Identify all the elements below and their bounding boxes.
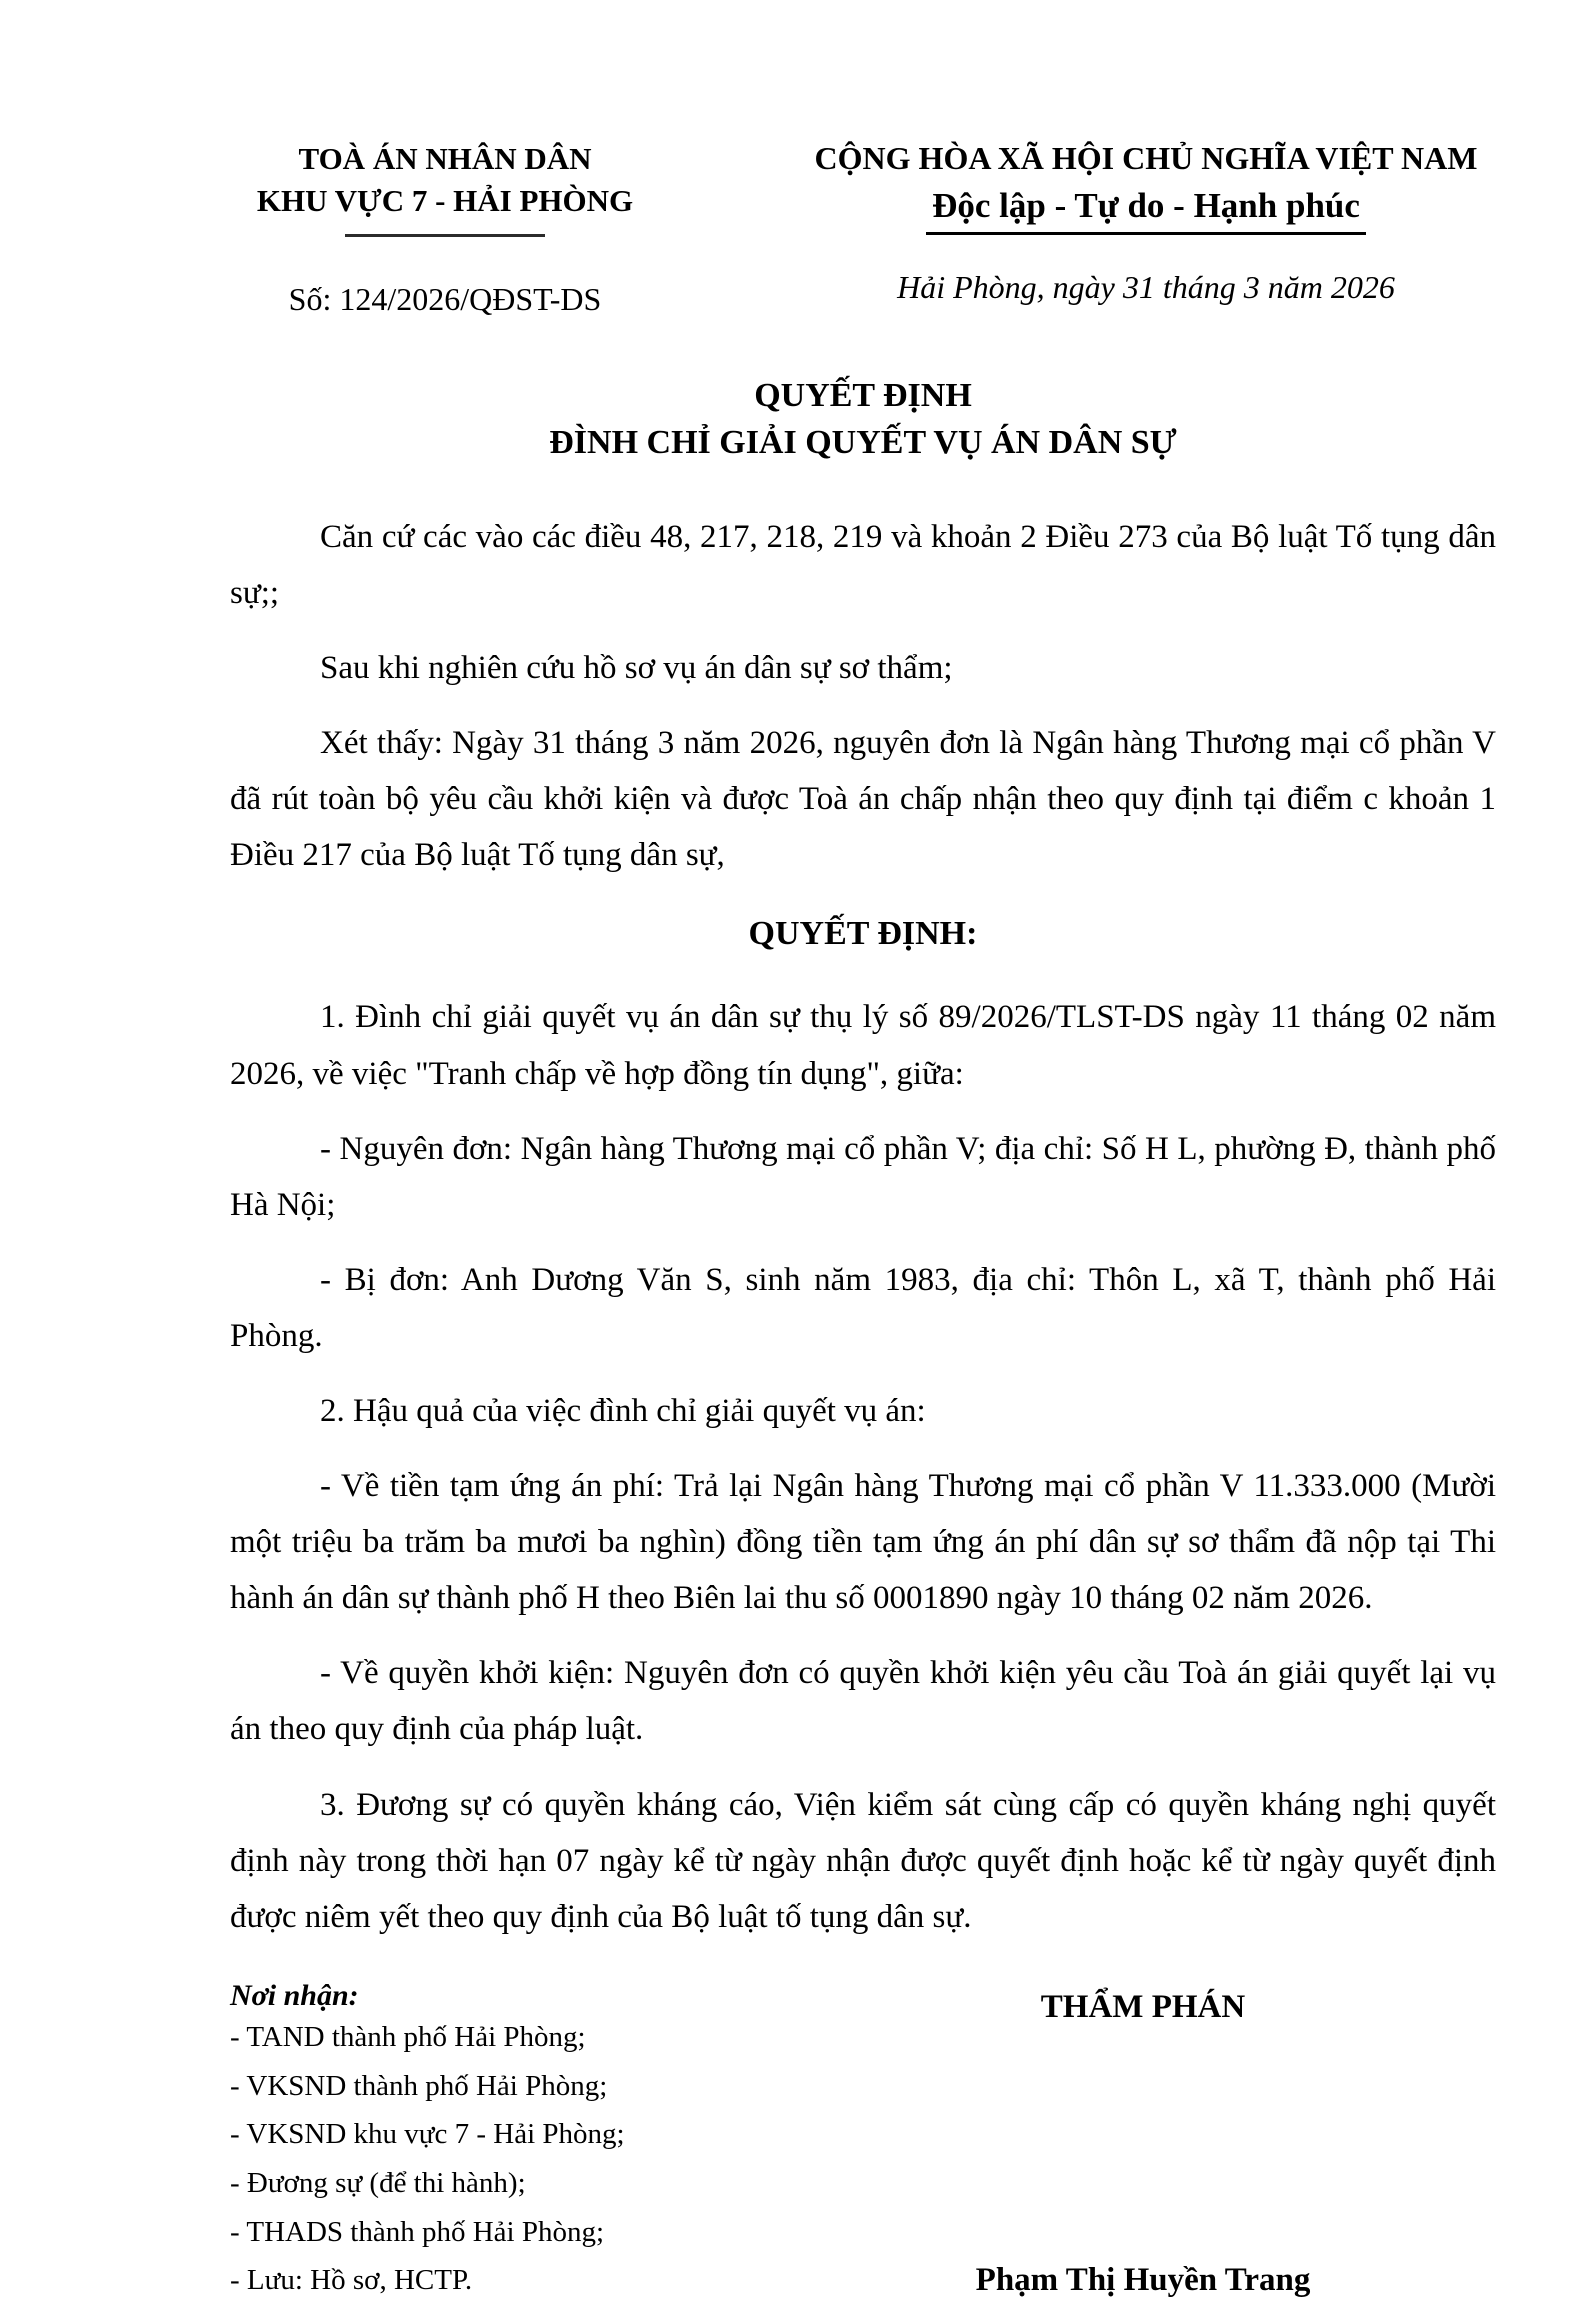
court-name-line1: TOÀ ÁN NHÂN DÂN (298, 141, 592, 176)
judge-title: THẨM PHÁN (1040, 1988, 1246, 2025)
place-date-line: Hải Phòng, ngày 31 tháng 3 năm 2026 (897, 268, 1395, 305)
recipient-item: - TAND thành phố Hải Phòng; (230, 2020, 586, 2053)
document-title-line1: QUYẾT ĐỊNH (754, 376, 972, 414)
preamble-paragraph: Sau khi nghiên cứu hồ sơ vụ án dân sự sơ thẩm; (320, 650, 953, 687)
article-paragraph: - Về quyền khởi kiện: Nguyên đơn có quyền khởi kiện yêu cầu Toà án giải quyết lại vụ án theo quy định của pháp luật. (230, 1655, 1496, 1748)
document-title (230, 372, 1496, 467)
court-header-block (230, 138, 660, 318)
article-paragraph: 1. Đình chỉ giải quyết vụ án dân sự thụ lý số 89/2026/TLST-DS ngày 11 tháng 02 năm 2026, về việc "Tranh chấp về hợp đồng tín dụng", giữa: (230, 999, 1496, 1092)
national-motto-line2: Độc lập - Tự do - Hạnh phúc (926, 186, 1366, 235)
article-paragraph: - Về tiền tạm ứng án phí: Trả lại Ngân hàng Thương mại cổ phần V 11.333.000 (Mười một triệu ba trăm ba mươi ba nghìn) đồng tiền tạm ứng án phí dân sự sơ thẩm đã nộp tại Thi hành án dân sự thành phố H theo Biên lai thu số 0001890 ngày 10 tháng 02 năm 2026. (230, 1468, 1496, 1617)
document-title-line2: ĐÌNH CHỈ GIẢI QUYẾT VỤ ÁN DÂN SỰ (549, 424, 1177, 462)
article-paragraph: - Bị đơn: Anh Dương Văn S, sinh năm 1983, địa chỉ: Thôn L, xã T, thành phố Hải Phòng. (230, 1261, 1496, 1354)
national-motto-line2-wrap (796, 180, 1496, 235)
national-header-block (796, 138, 1496, 306)
article-paragraph: 2. Hậu quả của việc đình chỉ giải quyết vụ án: (320, 1393, 926, 1429)
national-motto-line1: CỘNG HÒA XÃ HỘI CHỦ NGHĨA VIỆT NAM (814, 140, 1478, 176)
signature-block (790, 1979, 1496, 2305)
preamble-paragraph: Căn cứ các vào các điều 48, 217, 218, 219 và khoản 2 Điều 273 của Bộ luật Tố tụng dân sự;; (230, 518, 1496, 611)
preamble-paragraph: Xét thấy: Ngày 31 tháng 3 năm 2026, nguyên đơn là Ngân hàng Thương mại cổ phần V đã rút toàn bộ yêu cầu khởi kiện và được Toà án chấp nhận theo quy định tại điểm c khoản 1 Điều 217 của Bộ luật Tố tụng dân sự, (230, 725, 1496, 874)
judge-name: Phạm Thị Huyền Trang (975, 2261, 1311, 2298)
article-paragraph: - Nguyên đơn: Ngân hàng Thương mại cổ phần V; địa chỉ: Số H L, phường Đ, thành phố Hà Nội; (230, 1130, 1496, 1223)
document-footer (230, 1979, 1496, 2305)
recipient-item: - VKSND thành phố Hải Phòng; (230, 2069, 608, 2102)
document-body (230, 509, 1496, 1945)
document-header (230, 138, 1496, 318)
document-number: Số: 124/2026/QĐST-DS (288, 280, 602, 317)
decision-heading: QUYẾT ĐỊNH: (748, 915, 978, 953)
recipients-block (230, 1979, 790, 2305)
recipient-item: - Lưu: Hồ sơ, HCTP. (230, 2264, 473, 2297)
article-paragraph: 3. Đương sự có quyền kháng cáo, Viện kiểm sát cùng cấp có quyền kháng nghị quyết định này trong thời hạn 07 ngày kể từ ngày nhận được quyết định hoặc kể từ ngày quyết định được niêm yết theo quy định của Bộ luật tố tụng dân sự. (230, 1786, 1496, 1935)
recipient-item: - VKSND khu vực 7 - Hải Phòng; (230, 2118, 625, 2151)
court-name-line2: KHU VỰC 7 - HẢI PHÒNG (256, 182, 634, 218)
recipients-label: Nơi nhận: (230, 1978, 359, 2012)
court-header-rule (345, 234, 545, 237)
recipient-item: - THADS thành phố Hải Phòng; (230, 2215, 605, 2248)
recipient-item: - Đương sự (để thi hành); (230, 2167, 526, 2199)
